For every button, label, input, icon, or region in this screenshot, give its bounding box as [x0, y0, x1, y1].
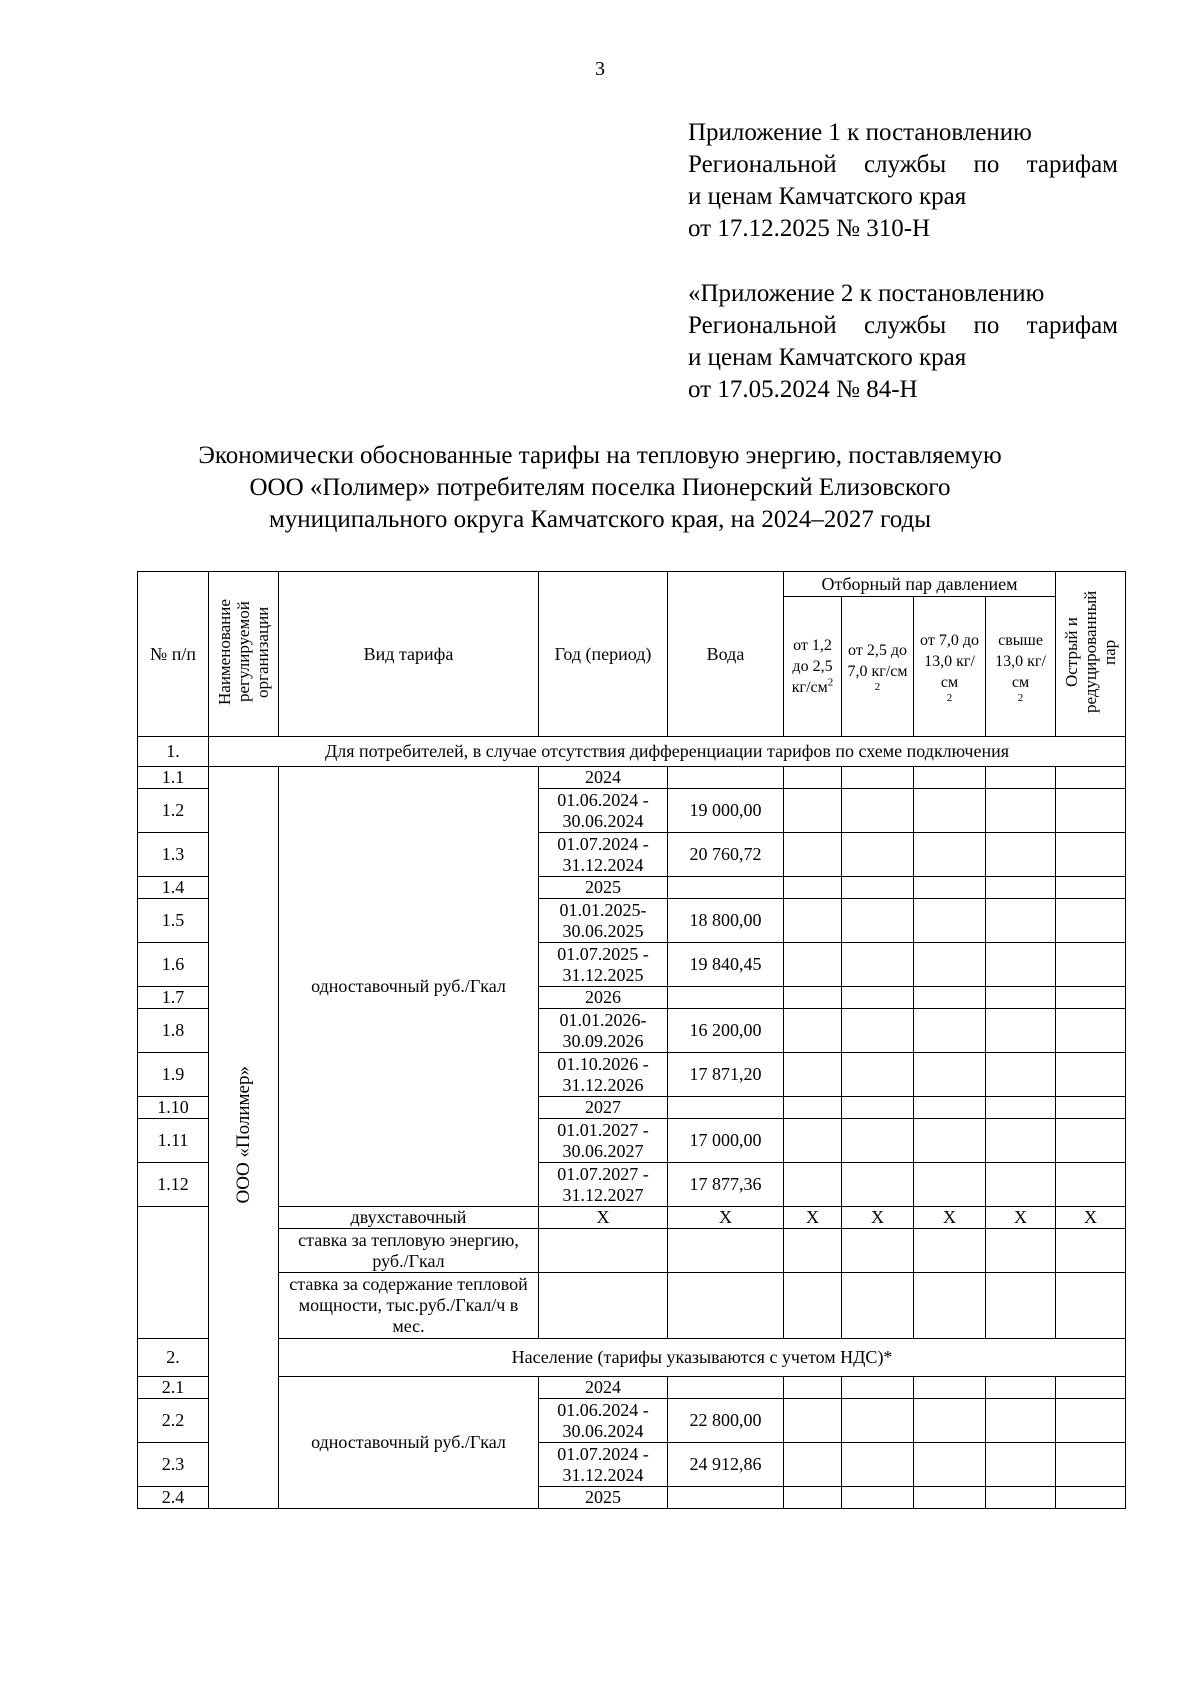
empty-cell — [914, 1229, 986, 1273]
empty-cell — [842, 899, 914, 943]
empty-cell — [986, 1443, 1056, 1487]
water-value: 17 871,20 — [668, 1053, 784, 1097]
row-number — [138, 1207, 209, 1339]
period-cell: 01.01.2025- 30.06.2025 — [539, 899, 668, 943]
empty-cell — [914, 1273, 986, 1339]
empty-cell — [1056, 899, 1126, 943]
empty-cell — [1056, 1487, 1126, 1509]
not-applicable-mark: X — [842, 1207, 914, 1229]
period-cell: 2027 — [539, 1097, 668, 1119]
appendix-line: «Приложение 2 к постановлению — [688, 280, 1045, 307]
empty-cell — [842, 1399, 914, 1443]
empty-cell — [1056, 1443, 1126, 1487]
empty-cell — [842, 1163, 914, 1207]
empty-cell — [784, 1009, 842, 1053]
row-number: 1.11 — [138, 1119, 209, 1163]
empty-cell — [986, 767, 1056, 789]
empty-cell — [668, 1273, 784, 1339]
empty-cell — [1056, 1053, 1126, 1097]
title-line: муниципального округа Камчатского края, на 2024–2027 годы — [268, 506, 932, 533]
header-pressure-4 — [986, 597, 1056, 737]
period-cell: 2024 — [539, 767, 668, 789]
header-org-text: Наименование регулируемой организации — [215, 598, 272, 705]
appendix-line: от 17.05.2024 № 84-Н — [688, 376, 918, 403]
empty-cell — [914, 1443, 986, 1487]
period-cell: 2025 — [539, 1487, 668, 1509]
water-value — [668, 877, 784, 899]
table-row — [138, 767, 1126, 789]
two-rate-row — [138, 1229, 1126, 1273]
header-steam-group: Отборный пар давлением — [784, 572, 1056, 597]
water-value — [668, 767, 784, 789]
row-number: 2.2 — [138, 1399, 209, 1443]
empty-cell — [784, 1443, 842, 1487]
water-value — [668, 987, 784, 1009]
water-value — [668, 1097, 784, 1119]
superscript: 2 — [874, 681, 881, 693]
empty-cell — [784, 1273, 842, 1339]
empty-cell — [1056, 1399, 1126, 1443]
not-applicable-mark: X — [784, 1207, 842, 1229]
empty-cell — [986, 1377, 1056, 1399]
appendix-1-reference — [688, 117, 1118, 245]
empty-cell — [539, 1273, 668, 1339]
appendix-line: от 17.12.2025 № 310-Н — [688, 215, 931, 242]
empty-cell — [986, 1053, 1056, 1097]
organization-name: ООО «Полимер» — [233, 1066, 254, 1204]
empty-cell — [784, 1119, 842, 1163]
document-title — [100, 440, 1100, 536]
empty-cell — [914, 1097, 986, 1119]
not-applicable-mark: X — [539, 1207, 668, 1229]
empty-cell — [842, 1097, 914, 1119]
title-line: ООО «Полимер» потребителям поселка Пионерский Елизовского — [249, 474, 951, 501]
rate-label: ставка за тепловую энергию, руб./Гкал — [279, 1229, 539, 1273]
period-cell: 01.06.2024 - 30.06.2024 — [539, 1399, 668, 1443]
empty-cell — [986, 877, 1056, 899]
tariff-type-cell: одноставочный руб./Гкал — [279, 1377, 539, 1509]
empty-cell — [842, 1009, 914, 1053]
empty-cell — [1056, 943, 1126, 987]
empty-cell — [539, 1229, 668, 1273]
empty-cell — [842, 1273, 914, 1339]
empty-cell — [1056, 1273, 1126, 1339]
empty-cell — [914, 1053, 986, 1097]
empty-cell — [842, 833, 914, 877]
empty-cell — [986, 987, 1056, 1009]
appendix-line: Приложение 1 к постановлению — [688, 119, 1032, 146]
period-cell: 01.07.2024 - 31.12.2024 — [539, 833, 668, 877]
row-number: 2.4 — [138, 1487, 209, 1509]
empty-cell — [914, 789, 986, 833]
empty-cell — [842, 1119, 914, 1163]
two-rate-row — [138, 1273, 1126, 1339]
empty-cell — [1056, 1377, 1126, 1399]
row-number: 1.12 — [138, 1163, 209, 1207]
not-applicable-mark: X — [1056, 1207, 1126, 1229]
not-applicable-mark: X — [986, 1207, 1056, 1229]
empty-cell — [784, 1097, 842, 1119]
not-applicable-mark: X — [668, 1207, 784, 1229]
empty-cell — [842, 767, 914, 789]
header-org — [209, 572, 279, 737]
row-number: 1.7 — [138, 987, 209, 1009]
empty-cell — [914, 767, 986, 789]
empty-cell — [842, 1443, 914, 1487]
empty-cell — [986, 1163, 1056, 1207]
period-cell: 01.10.2026 - 31.12.2026 — [539, 1053, 668, 1097]
empty-cell — [914, 833, 986, 877]
empty-cell — [784, 1399, 842, 1443]
empty-cell — [914, 987, 986, 1009]
row-number: 1.1 — [138, 767, 209, 789]
row-number: 1.2 — [138, 789, 209, 833]
empty-cell — [784, 1487, 842, 1509]
superscript: 2 — [946, 691, 953, 704]
section-label: Население (тарифы указываются с учетом НДС)* — [279, 1339, 1126, 1377]
section-row — [138, 737, 1126, 767]
period-cell: 01.06.2024 - 30.06.2024 — [539, 789, 668, 833]
empty-cell — [842, 1229, 914, 1273]
empty-cell — [986, 943, 1056, 987]
page-number: 3 — [595, 58, 605, 80]
row-number: 1.9 — [138, 1053, 209, 1097]
period-cell: 01.01.2027 - 30.06.2027 — [539, 1119, 668, 1163]
empty-cell — [986, 789, 1056, 833]
tariff-type-cell: одноставочный руб./Гкал — [279, 767, 539, 1207]
empty-cell — [986, 1009, 1056, 1053]
empty-cell — [1056, 1097, 1126, 1119]
appendix-line: Региональной службы по тарифам — [688, 151, 1118, 178]
not-applicable-mark: X — [914, 1207, 986, 1229]
header-live-steam — [1056, 572, 1126, 737]
empty-cell — [1056, 1163, 1126, 1207]
water-value: 20 760,72 — [668, 833, 784, 877]
empty-cell — [1056, 1009, 1126, 1053]
empty-cell — [914, 1377, 986, 1399]
empty-cell — [784, 943, 842, 987]
empty-cell — [784, 1377, 842, 1399]
water-value: 24 912,86 — [668, 1443, 784, 1487]
empty-cell — [1056, 877, 1126, 899]
empty-cell — [842, 789, 914, 833]
empty-cell — [842, 1053, 914, 1097]
water-value: 16 200,00 — [668, 1009, 784, 1053]
empty-cell — [986, 1097, 1056, 1119]
empty-cell — [986, 1273, 1056, 1339]
period-cell: 01.07.2025 - 31.12.2025 — [539, 943, 668, 987]
header-year: Год (период) — [539, 572, 668, 737]
empty-cell — [914, 1009, 986, 1053]
empty-cell — [914, 899, 986, 943]
empty-cell — [986, 1229, 1056, 1273]
row-number: 1.8 — [138, 1009, 209, 1053]
header-row — [138, 572, 1126, 597]
water-value — [668, 1377, 784, 1399]
header-pressure-1 — [784, 597, 842, 737]
empty-cell — [1056, 987, 1126, 1009]
period-cell: 2024 — [539, 1377, 668, 1399]
table-row — [138, 1377, 1126, 1399]
header-pressure-2-text: от 2,5 до 7,0 кг/см — [847, 642, 908, 680]
period-cell: 01.07.2024 - 31.12.2024 — [539, 1443, 668, 1487]
header-pressure-3 — [914, 597, 986, 737]
tariff-table — [137, 571, 1126, 1509]
empty-cell — [914, 877, 986, 899]
empty-cell — [986, 1487, 1056, 1509]
water-value: 19 000,00 — [668, 789, 784, 833]
period-cell: 2025 — [539, 877, 668, 899]
empty-cell — [842, 1487, 914, 1509]
water-value: 18 800,00 — [668, 899, 784, 943]
empty-cell — [986, 1399, 1056, 1443]
row-number: 2.3 — [138, 1443, 209, 1487]
water-value: 17 877,36 — [668, 1163, 784, 1207]
empty-cell — [914, 1487, 986, 1509]
header-pressure-1-text: от 1,2 до 2,5 кг/см — [791, 637, 833, 696]
header-pressure-4-text: свыше 13,0 кг/см — [995, 631, 1046, 691]
empty-cell — [986, 833, 1056, 877]
header-water: Вода — [668, 572, 784, 737]
title-line: Экономически обоснованные тарифы на тепловую энергию, поставляемую — [198, 442, 1002, 469]
empty-cell — [1056, 833, 1126, 877]
section-number: 1. — [138, 737, 209, 767]
empty-cell — [784, 789, 842, 833]
empty-cell — [784, 767, 842, 789]
empty-cell — [842, 1377, 914, 1399]
tariff-type-cell: двухставочный — [279, 1207, 539, 1229]
header-pressure-3-text: от 7,0 до 13,0 кг/см — [920, 631, 979, 691]
empty-cell — [914, 1119, 986, 1163]
superscript: 2 — [827, 676, 834, 689]
empty-cell — [986, 899, 1056, 943]
empty-cell — [784, 877, 842, 899]
header-tariff-type: Вид тарифа — [279, 572, 539, 737]
header-num: № п/п — [138, 572, 209, 737]
empty-cell — [914, 943, 986, 987]
water-value: 19 840,45 — [668, 943, 784, 987]
empty-cell — [1056, 1119, 1126, 1163]
row-number: 1.3 — [138, 833, 209, 877]
empty-cell — [914, 1163, 986, 1207]
section-number: 2. — [138, 1339, 209, 1377]
row-number: 2.1 — [138, 1377, 209, 1399]
empty-cell — [1056, 767, 1126, 789]
empty-cell — [914, 1399, 986, 1443]
header-live-steam-text: Острый и редуцированный пар — [1062, 590, 1120, 713]
empty-cell — [1056, 1229, 1126, 1273]
appendix-line: и ценам Камчатского края — [688, 344, 967, 371]
two-rate-row — [138, 1207, 1126, 1229]
empty-cell — [986, 1119, 1056, 1163]
water-value: 17 000,00 — [668, 1119, 784, 1163]
header-pressure-2 — [842, 597, 914, 737]
row-number: 1.6 — [138, 943, 209, 987]
appendix-line: и ценам Камчатского края — [688, 183, 967, 210]
period-cell: 2026 — [539, 987, 668, 1009]
row-number: 1.5 — [138, 899, 209, 943]
empty-cell — [842, 987, 914, 1009]
empty-cell — [784, 833, 842, 877]
section-row — [138, 1339, 1126, 1377]
organization-cell — [209, 767, 279, 1509]
row-number: 1.4 — [138, 877, 209, 899]
empty-cell — [784, 1053, 842, 1097]
empty-cell — [668, 1229, 784, 1273]
rate-label: ставка за содержание тепловой мощности, тыс.руб./Гкал/ч в мес. — [279, 1273, 539, 1339]
section-label: Для потребителей, в случае отсутствия дифференциации тарифов по схеме подключения — [209, 737, 1126, 767]
empty-cell — [784, 1229, 842, 1273]
empty-cell — [784, 1163, 842, 1207]
empty-cell — [784, 899, 842, 943]
empty-cell — [842, 943, 914, 987]
row-number: 1.10 — [138, 1097, 209, 1119]
period-cell: 01.07.2027 - 31.12.2027 — [539, 1163, 668, 1207]
appendix-2-reference — [688, 278, 1118, 406]
appendix-line: Региональной службы по тарифам — [688, 312, 1118, 339]
empty-cell — [784, 987, 842, 1009]
water-value: 22 800,00 — [668, 1399, 784, 1443]
water-value — [668, 1487, 784, 1509]
period-cell: 01.01.2026- 30.09.2026 — [539, 1009, 668, 1053]
empty-cell — [1056, 789, 1126, 833]
empty-cell — [842, 877, 914, 899]
superscript: 2 — [1017, 691, 1024, 704]
